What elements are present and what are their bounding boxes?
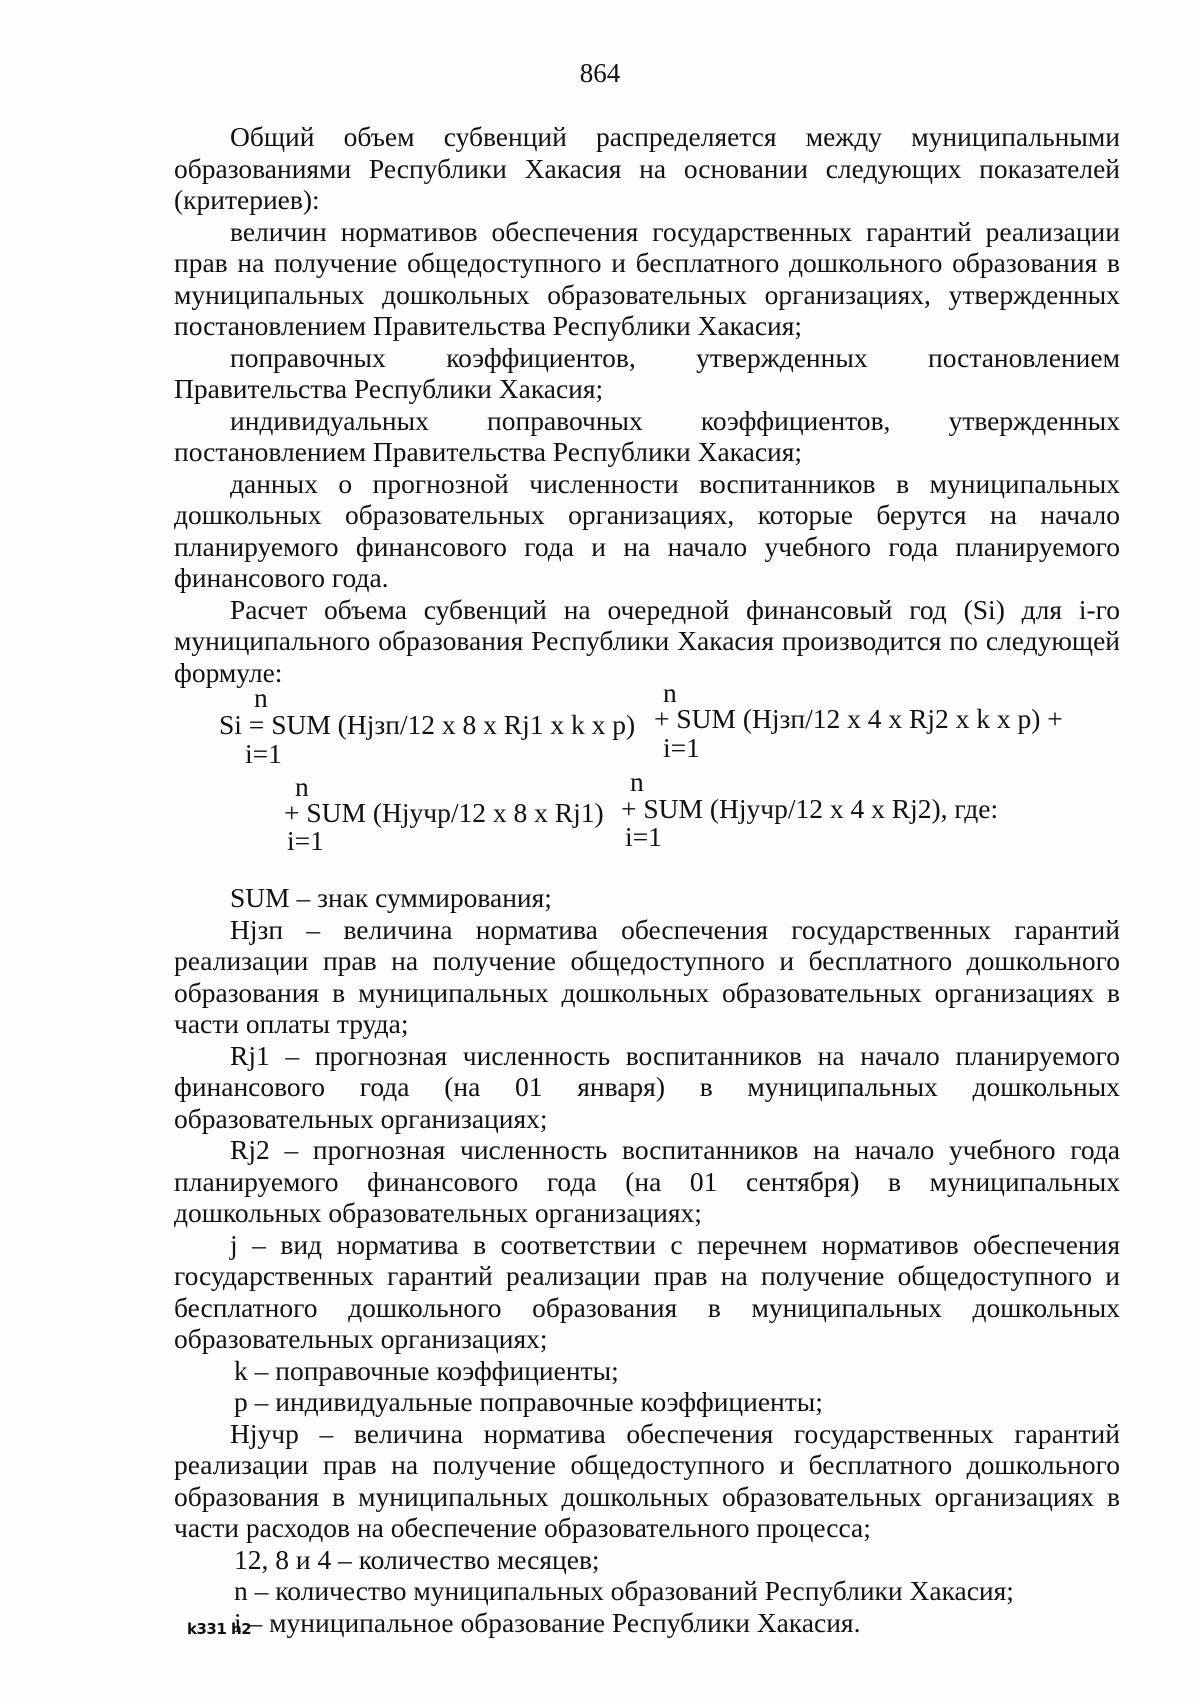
sum-upper-limit: n (663, 677, 677, 708)
formula-line1-part1: Si = SUM (Hjзп/12 x 8 x Rj1 x k x p) (219, 709, 636, 740)
definition: i – муниципальное образование Республики Хакасия. (234, 1606, 861, 1638)
definition: Hjучр – величина норматива обеспечения государственных гарантий реализации прав на получение общедоступного и бесплатного дошкольного образования в муниципальных дошкольных образовательных организациях в части расходов на обеспечение образовательного процесса; (174, 1417, 1120, 1543)
definition: k – поправочные коэффициенты; (234, 1354, 619, 1386)
paragraph: данных о прогнозной численности воспитанников в муниципальных дошкольных образовательных организациях, которые берутся на начало планируемого финансового года и на начало учебного года планируемого финансового года. (174, 467, 1120, 593)
definitions-text (174, 882, 1120, 1638)
formula-line2-part2: + SUM (Hjучр/12 x 4 x Rj2), где: (621, 793, 999, 824)
sum-lower-limit: i=1 (287, 825, 324, 856)
sum-upper-limit: n (254, 682, 268, 713)
definition: SUM – знак суммирования; (230, 882, 552, 913)
document-code: k331 h2 (187, 1620, 252, 1638)
sum-lower-limit: i=1 (663, 732, 700, 763)
paragraph: величин нормативов обеспечения государственных гарантий реализации прав на получение общедоступного и бесплатного дошкольного образования в муниципальных дошкольных образовательных организациях, утвержденных постановлением Правительства Республики Хакасия; (174, 215, 1120, 341)
paragraph: Расчет объема субвенций на очередной финансовый год (Si) для i-го муниципального образования Республики Хакасия производится по следующей формуле: (174, 593, 1120, 688)
definition: n – количество муниципальных образований Республики Хакасия; (234, 1575, 1014, 1606)
sum-lower-limit: i=1 (245, 738, 282, 769)
formula-line1-part2: + SUM (Hjзп/12 x 4 x Rj2 x k x p) + (654, 703, 1063, 734)
sum-upper-limit: n (295, 771, 309, 802)
sum-lower-limit: i=1 (625, 821, 662, 852)
page-number: 864 (579, 58, 621, 88)
formula-line2-part1: + SUM (Hjучр/12 x 8 x Rj1) (284, 797, 604, 828)
definition: Rj2 – прогнозная численность воспитанников на начало учебного года планируемого финансового года (на 01 сентября) в муниципальных дошкольных образовательных организациях; (174, 1134, 1120, 1228)
definition: Hjзп – величина норматива обеспечения государственных гарантий реализации прав на получение общедоступного и бесплатного дошкольного образования в муниципальных дошкольных образовательных организациях в части оплаты труда; (174, 913, 1120, 1039)
sum-upper-limit: n (630, 766, 644, 797)
definition: 12, 8 и 4 – количество месяцев; (234, 1543, 600, 1575)
definition: j – вид норматива в соответствии с перечнем нормативов обеспечения государственных гарантий реализации прав на получение общедоступного и бесплатного дошкольного образования в муниципальных дошкольных образовательных организациях; (174, 1228, 1120, 1354)
definition: Rj1 – прогнозная численность воспитанников на начало планируемого финансового года (на 01 января) в муниципальных дошкольных образовательных организациях; (174, 1039, 1120, 1134)
paragraph: индивидуальных поправочных коэффициентов, утвержденных постановлением Правительства Республики Хакасия; (174, 404, 1120, 467)
paragraph: Общий объем субвенций распределяется между муниципальными образованиями Республики Хакасия на основании следующих показателей (критериев): (174, 121, 1120, 215)
paragraph: поправочных коэффициентов, утвержденных постановлением Правительства Республики Хакасия; (174, 341, 1120, 404)
definition: p – индивидуальные поправочные коэффициенты; (234, 1386, 823, 1417)
